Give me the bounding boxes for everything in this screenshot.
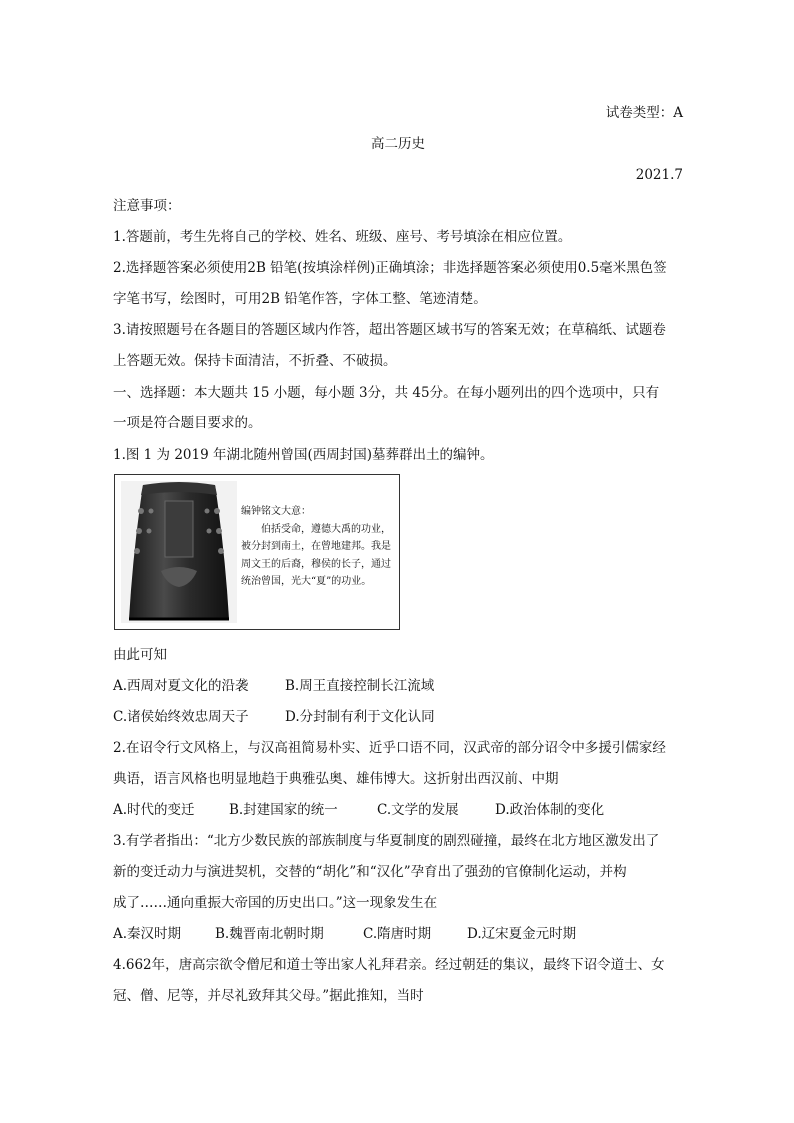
option-c: C.隋唐时期 [363, 926, 432, 942]
notice-line: 2.选择题答案必须使用2B 铅笔(按填涂样例)正确填涂；非选择题答案必须使用0.5毫米黑色签 [113, 260, 667, 276]
option-a: A.西周对夏文化的沿袭 [113, 678, 249, 694]
exam-date: 2021.7 [635, 167, 683, 183]
question-2-options-row [113, 801, 683, 819]
question-1-stem: 1.图 1 为 2019 年湖北随州曾国(西周封国)墓葬群出土的编钟。 [113, 447, 494, 463]
option-a: A.秦汉时期 [113, 926, 182, 942]
question-3-stem-cont: 新的变迁动力与演进契机，交替的“胡化”和“汉化”孕育出了强劲的官僚制化运动，并构 [113, 864, 627, 880]
option-b: B.封建国家的统一 [229, 802, 338, 818]
caption-body: 伯括受命，遵德大禹的功业，被分封到南土，在曾地建邦。我是周文王的后裔，穆侯的长子，通过统治曾国，光大“夏”的功业。 [241, 523, 391, 587]
question-4-stem-cont: 冠、僧、尼等，并尽礼致拜其父母。”据此推知，当时 [113, 988, 424, 1004]
paper-type: 试卷类型：A [605, 105, 683, 121]
notice-line: 字笔书写，绘图时，可用2B 铅笔作答，字体工整、笔迹清楚。 [113, 291, 487, 307]
question-4-stem: 4.662年，唐高宗欲令僧尼和道士等出家人礼拜君亲。经过朝廷的集议，最终下诏令道士、女 [113, 957, 665, 973]
question-1-options-row [113, 708, 683, 726]
page-title: 高二历史 [371, 136, 425, 152]
option-a: A.时代的变迁 [113, 802, 195, 818]
question-3-stem-cont: 成了……通向重振大帝国的历史出口。”这一现象发生在 [113, 895, 438, 911]
option-b: B.周王直接控制长江流域 [285, 678, 435, 694]
option-c: C.诸侯始终效忠周天子 [113, 709, 249, 725]
bronze-bell-image [121, 481, 237, 623]
question-2-stem: 2.在诏令行文风格上，与汉高祖简易朴实、近乎口语不同，汉武帝的部分诏令中多援引儒家经 [113, 740, 666, 756]
question-1-options-row [113, 677, 683, 695]
question-2-stem-cont: 典语，语言风格也明显地趋于典雅弘奥、雄伟博大。这折射出西汉前、中期 [113, 771, 559, 787]
question-3-options-row [113, 925, 683, 943]
option-b: B.魏晋南北朝时期 [215, 926, 324, 942]
section-heading-cont: 一项是符合题目要求的。 [113, 415, 262, 431]
question-1-lead: 由此可知 [113, 647, 167, 663]
figure-bell-chime [114, 474, 400, 630]
option-d: D.政治体制的变化 [495, 802, 605, 818]
option-d: D.辽宋夏金元时期 [467, 926, 577, 942]
caption-title: 编钟铭文大意： [241, 506, 311, 517]
question-3-stem: 3.有学者指出：“北方少数民族的部族制度与华夏制度的剧烈碰撞，最终在北方地区激发出了 [113, 833, 660, 849]
notice-heading: 注意事项： [113, 198, 181, 214]
figure-caption [241, 503, 393, 591]
notice-line: 1.答题前，考生先将自己的学校、姓名、班级、座号、考号填涂在相应位置。 [113, 229, 572, 245]
notice-line: 上答题无效。保持卡面清洁，不折叠、不破损。 [113, 353, 397, 369]
option-c: C.文学的发展 [377, 802, 459, 818]
section-heading: 一、选择题：本大题共 15 小题，每小题 3分，共 45分。在每小题列出的四个选项中，只有 [113, 385, 660, 401]
notice-line: 3.请按照题号在各题目的答题区域内作答，超出答题区域书写的答案无效；在草稿纸、试题卷 [113, 322, 666, 338]
option-d: D.分封制有利于文化认同 [285, 709, 435, 725]
